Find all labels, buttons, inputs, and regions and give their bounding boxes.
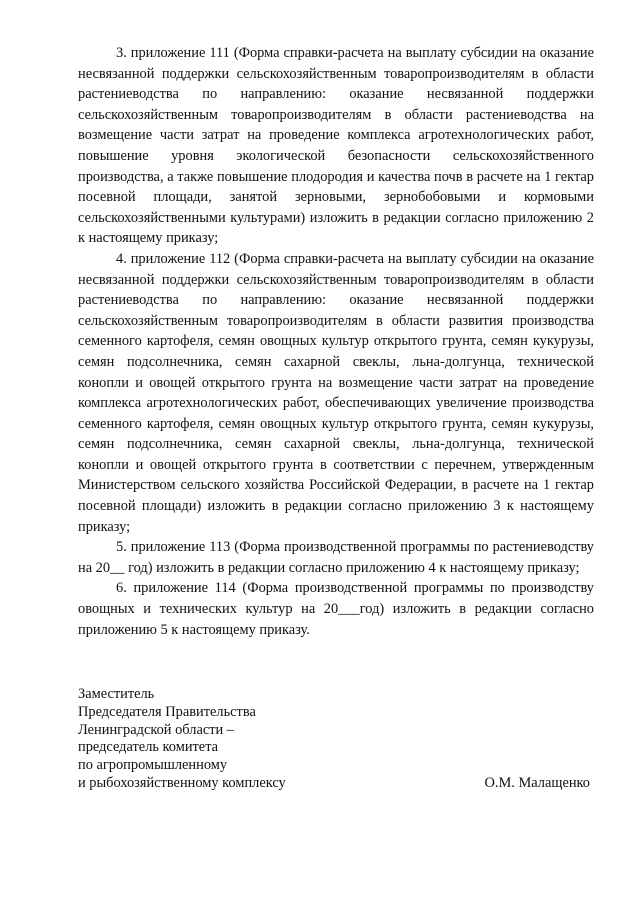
document-body bbox=[78, 43, 594, 640]
signatory-title-line: по агропромышленному bbox=[78, 757, 228, 774]
paragraph-item-3: 3. приложение 111 (Форма справки-расчета на выплату субсидии на оказание несвязанной поддержки сельскохозяйственным товаропроизводителям в области растениеводства по направлению: оказание несвязанной поддержки сельскохозяйственным товаропроизводителям в области растениеводства на возмещение части затрат на проведение комплекса агротехнологических работ, повышение уровня экологической безопасности сельскохозяйственного производства, а также повышение плодородия и качества почв в расчете на 1 гектар посевной площади, занятой зерновыми, зернобобовыми и кормовыми сельскохозяйственными культурами) изложить в редакции согласно приложению 2 к настоящему приказу; bbox=[78, 45, 594, 247]
paragraph-item-6: 6. приложение 114 (Форма производственной программы по производству овощных и технических культур на 20___год) изложить в редакции согласно приложению 5 к настоящему приказу. bbox=[78, 580, 594, 638]
paragraph-item-5: 5. приложение 113 (Форма производственной программы по растениеводству на 20__ год) изложить в редакции согласно приложению 4 к настоящему приказу; bbox=[78, 539, 594, 576]
signatory-title-line: Председателя Правительства bbox=[78, 703, 256, 720]
signatory-title-line: и рыбохозяйственному комплексу bbox=[78, 774, 286, 791]
signatory-title-line: Ленинградской области – bbox=[78, 721, 234, 738]
signature-block bbox=[78, 686, 594, 793]
signatory-name: О.М. Малащенко bbox=[484, 774, 590, 791]
signatory-title-line: председатель комитета bbox=[78, 739, 219, 756]
paragraph-item-4: 4. приложение 112 (Форма справки-расчета на выплату субсидии на оказание несвязанной поддержки сельскохозяйственным товаропроизводителям в области растениеводства по направлению: оказание несвязанной поддержки сельскохозяйственным товаропроизводителям в области развития производства семенного картофеля, семян овощных культур открытого грунта, семян кукурузы, семян подсолнечника, семян сахарной свеклы, льна-долгунца, технической конопли и овощей открытого грунта на возмещение части затрат на проведение комплекса агротехнологических работ, обеспечивающих увеличение производства семенного картофеля, семян овощных культур открытого грунта, семян кукурузы, семян подсолнечника, семян сахарной свеклы, льна-долгунца, технической конопли и овощей открытого грунта в соответствии с перечнем, утвержденным Министерством сельского хозяйства Российской Федерации, в расчете на 1 гектар посевной площади) изложить в редакции согласно приложению 3 к настоящему приказу; bbox=[78, 250, 594, 535]
signatory-title-line: Заместитель bbox=[78, 686, 155, 702]
